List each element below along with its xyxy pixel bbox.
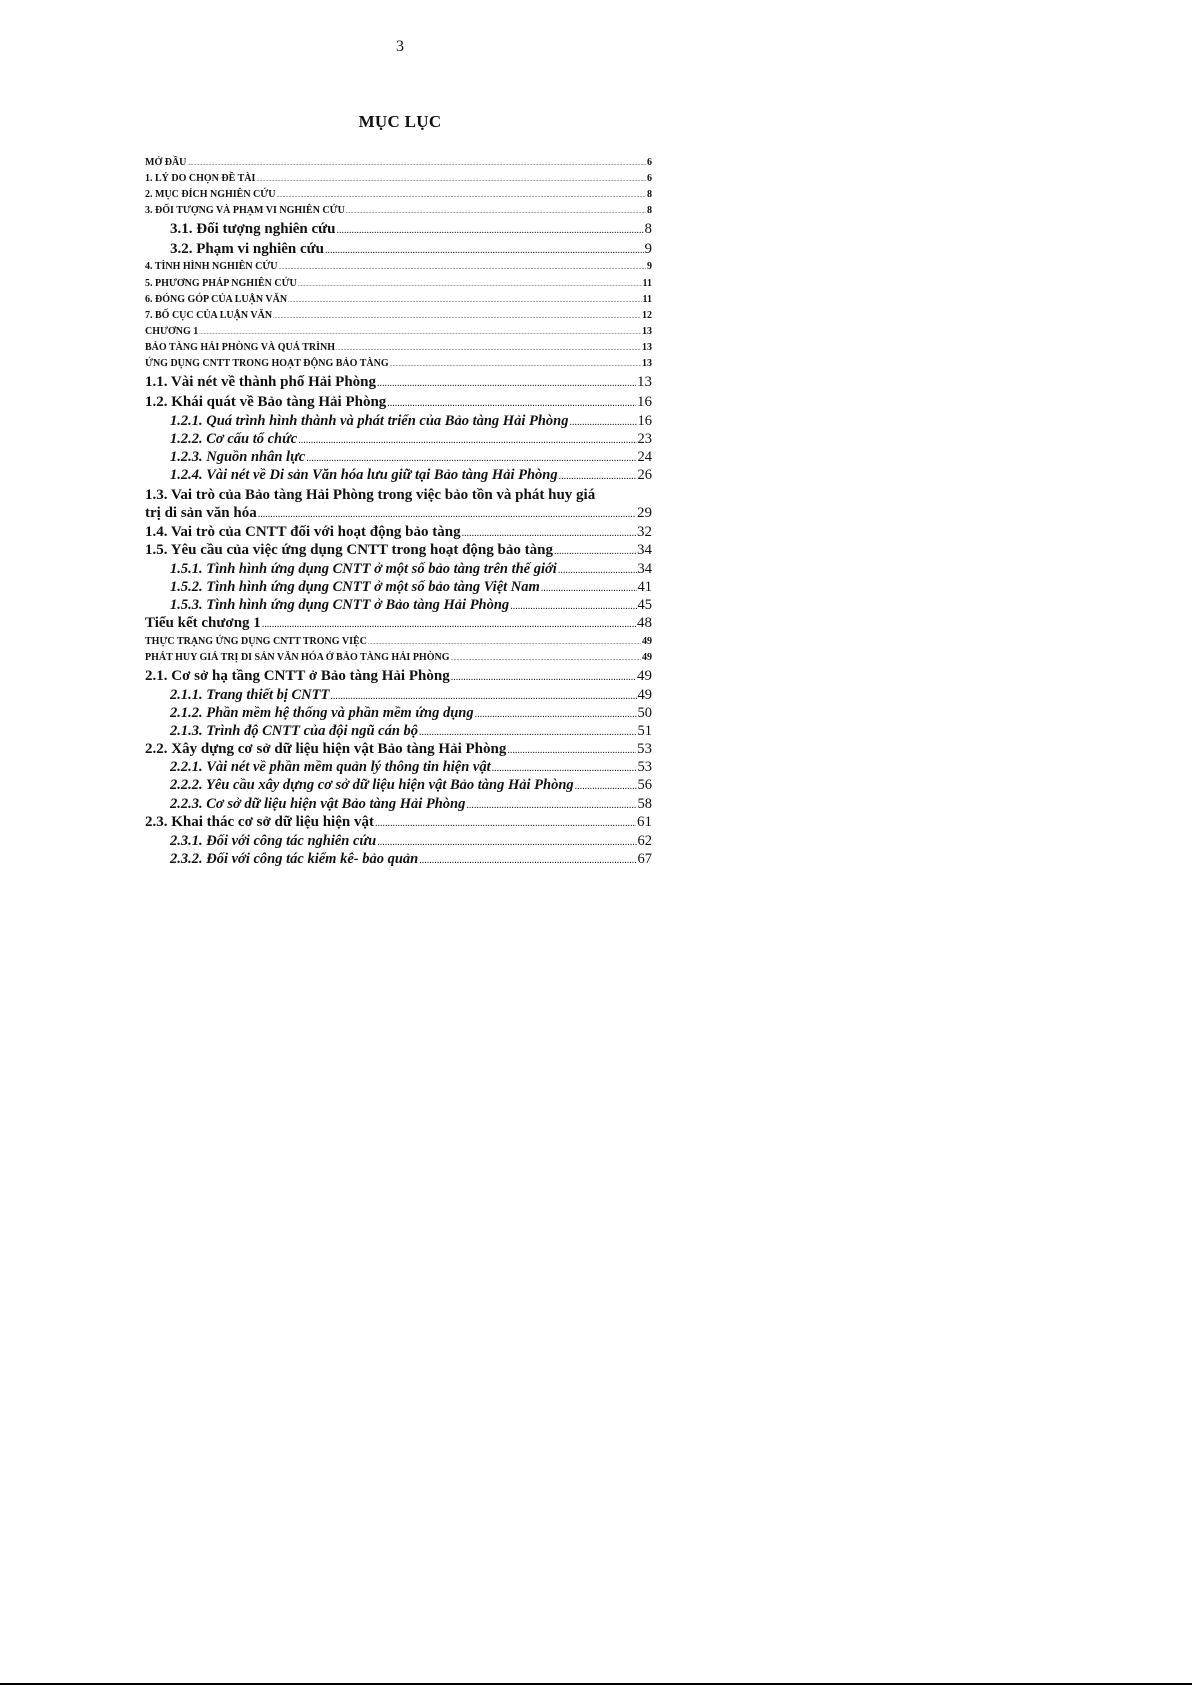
toc-dot-leader <box>298 279 642 289</box>
toc-page-number: 13 <box>637 374 652 390</box>
toc-dot-leader <box>419 852 636 867</box>
toc-entry[interactable] <box>145 327 652 337</box>
toc-entry-text: THỰC TRẠNG ỨNG DỤNG CNTT TRONG VIỆC <box>145 636 367 647</box>
toc-entry-text: PHÁT HUY GIÁ TRỊ DI SẢN VĂN HÓA Ở BẢO TÀNG HẢI PHÒNG <box>145 652 450 663</box>
toc-page-number: 13 <box>642 342 652 353</box>
toc-page-number: 16 <box>637 394 652 410</box>
toc-entry-text: 2.2. Xây dựng cơ sở dữ liệu hiện vật Bảo tàng Hải Phòng <box>145 741 507 757</box>
toc-dot-leader <box>507 742 636 757</box>
toc-page-number: 45 <box>637 597 652 613</box>
toc-entry[interactable] <box>145 598 652 613</box>
toc-dot-leader <box>559 468 637 483</box>
toc-entry-text: 1.2.1. Quá trình hình thành và phát triển của Bảo tàng Hải Phòng <box>170 413 569 429</box>
toc-page-number: 50 <box>637 705 652 721</box>
toc-entry-text: 2.1.2. Phần mềm hệ thống và phần mềm ứng dụng <box>170 705 474 721</box>
toc-dot-leader <box>451 669 636 684</box>
toc-entry-text: ỨNG DỤNG CNTT TRONG HOẠT ĐỘNG BẢO TÀNG <box>145 358 389 369</box>
toc-dot-leader <box>336 343 641 353</box>
toc-entry-text: 1.5.3. Tình hình ứng dụng CNTT ở Bảo tàng Hải Phòng <box>170 597 510 613</box>
toc-entry-text: 1. LÝ DO CHỌN ĐỀ TÀI <box>145 173 256 184</box>
toc-entry[interactable] <box>145 543 652 558</box>
toc-entry[interactable] <box>145 525 652 540</box>
toc-entry-text: 3.2. Phạm vi nghiên cứu <box>170 241 325 257</box>
toc-page-number: 9 <box>644 241 652 257</box>
toc-page-number: 32 <box>637 524 652 540</box>
toc-entry[interactable] <box>145 852 652 867</box>
toc-dot-leader <box>475 706 637 721</box>
toc-page-number: 61 <box>637 814 652 830</box>
toc-dot-leader <box>558 562 637 577</box>
toc-entry-text: 1.5. Yêu cầu của việc ứng dụng CNTT trong hoạt động bảo tàng <box>145 542 553 558</box>
toc-entry-text: 1.2. Khái quát về Bảo tàng Hải Phòng <box>145 394 387 410</box>
toc-entry-text: 2.2.3. Cơ sở dữ liệu hiện vật Bảo tàng Hải Phòng <box>170 796 466 812</box>
toc-dot-leader <box>510 598 636 613</box>
toc-entry[interactable] <box>145 450 652 465</box>
toc-dot-leader <box>256 174 646 184</box>
toc-page-number: 6 <box>647 157 652 168</box>
toc-entry[interactable] <box>145 834 652 849</box>
toc-page-number: 41 <box>637 579 652 595</box>
toc-entry-text: MỞ ĐẦU <box>145 157 187 168</box>
toc-entry-text: 2.3. Khai thác cơ sở dữ liệu hiện vật <box>145 814 374 830</box>
toc-dot-leader <box>492 760 637 775</box>
toc-dot-leader <box>187 158 646 168</box>
toc-entry-text: 5. PHƯƠNG PHÁP NGHIÊN CỨU <box>145 278 297 289</box>
toc-dot-leader <box>554 543 636 558</box>
toc-page-number: 62 <box>637 833 652 849</box>
toc-entry[interactable] <box>145 295 652 305</box>
toc-entry-text: 2. MỤC ĐÍCH NGHIÊN CỨU <box>145 189 276 200</box>
toc-dot-leader <box>377 375 636 390</box>
toc-page-number: 8 <box>644 221 652 237</box>
toc-page-number: 23 <box>637 431 652 447</box>
toc-dot-leader <box>337 222 644 237</box>
toc-entry[interactable] <box>145 279 652 289</box>
toc-entry-text: 1.1. Vài nét về thành phố Hải Phòng <box>145 374 377 390</box>
toc-entry-text: 2.1.1. Trang thiết bị CNTT <box>170 687 330 703</box>
toc-page-number: 26 <box>637 467 652 483</box>
toc-entry-text: 3.1. Đối tượng nghiên cứu <box>170 221 336 237</box>
toc-page-number: 49 <box>642 636 652 647</box>
toc-title: MỤC LỤC <box>358 112 442 131</box>
toc-dot-leader <box>330 688 636 703</box>
toc-entry-text: Tiểu kết chương 1 <box>145 615 261 631</box>
toc-page-number: 11 <box>642 294 652 305</box>
toc-page-number: 49 <box>637 687 652 703</box>
toc-entry-text: BẢO TÀNG HẢI PHÒNG VÀ QUÁ TRÌNH <box>145 342 336 353</box>
toc-page-number: 8 <box>647 189 652 200</box>
toc-entry[interactable] <box>145 311 652 321</box>
toc-entry-text: 3. ĐỐI TƯỢNG VÀ PHẠM VI NGHIÊN CỨU <box>145 205 345 216</box>
toc-entry-text: 2.3.1. Đối với công tác nghiên cứu <box>170 833 377 849</box>
toc-entry[interactable] <box>145 242 652 257</box>
toc-dot-leader <box>273 311 641 321</box>
toc-dot-leader <box>419 724 636 739</box>
toc-entry[interactable] <box>145 653 652 663</box>
toc-page-number: 13 <box>642 358 652 369</box>
toc-entry[interactable] <box>145 468 652 483</box>
toc-entry-text: 2.2.2. Yêu cầu xây dựng cơ sở dữ liệu hiện vật Bảo tàng Hải Phòng <box>170 777 574 793</box>
toc-entry-text: 2.1.3. Trình độ CNTT của đội ngũ cán bộ <box>170 723 419 739</box>
toc-dot-leader <box>451 653 642 663</box>
toc-page-number: 9 <box>647 261 652 272</box>
toc-dot-leader <box>298 432 636 447</box>
toc-entry[interactable] <box>145 778 652 793</box>
toc-dot-leader <box>325 242 643 257</box>
toc-entry[interactable] <box>145 414 652 429</box>
toc-entry-text: 2.1. Cơ sở hạ tầng CNTT ở Bảo tàng Hải Phòng <box>145 668 450 684</box>
toc-entry[interactable] <box>145 616 652 631</box>
toc-entry[interactable] <box>145 580 652 595</box>
toc-entry[interactable] <box>145 815 652 830</box>
toc-dot-leader <box>276 190 646 200</box>
toc-dot-leader <box>306 450 636 465</box>
toc-dot-leader <box>541 580 637 595</box>
toc-dot-leader <box>368 637 641 647</box>
toc-entry[interactable] <box>145 395 652 410</box>
toc-page-number: 67 <box>637 851 652 867</box>
toc-dot-leader <box>279 262 646 272</box>
toc-page-number: 29 <box>637 505 652 521</box>
toc-page-number: 6 <box>647 173 652 184</box>
toc-dot-leader <box>387 395 636 410</box>
toc-entry-text: 1.2.3. Nguồn nhân lực <box>170 449 306 465</box>
toc-page-number: 16 <box>637 413 652 429</box>
toc-page-number: 58 <box>637 796 652 812</box>
toc-dot-leader <box>569 414 636 429</box>
toc-entry[interactable] <box>145 724 652 739</box>
toc-dot-leader <box>346 206 646 216</box>
toc-entry[interactable] <box>145 688 652 703</box>
toc-entry[interactable] <box>145 262 652 272</box>
toc-page-number: 49 <box>637 668 652 684</box>
toc-entry[interactable] <box>145 669 652 684</box>
toc-entry-text: 2.3.2. Đối với công tác kiểm kê- bảo quản <box>170 851 419 867</box>
toc-entry[interactable] <box>145 797 652 812</box>
toc-page-number: 13 <box>642 326 652 337</box>
toc-entry[interactable] <box>145 760 652 775</box>
toc-entry[interactable] <box>145 637 652 647</box>
toc-dot-leader <box>375 815 636 830</box>
toc-entry[interactable] <box>145 158 652 168</box>
toc-page-number: 53 <box>637 741 652 757</box>
toc-page-number: 53 <box>637 759 652 775</box>
toc-dot-leader <box>288 295 642 305</box>
toc-entry-text: 4. TÌNH HÌNH NGHIÊN CỨU <box>145 261 278 272</box>
toc-entry-text: 2.2.1. Vài nét về phần mềm quản lý thông tin hiện vật <box>170 759 491 775</box>
toc-entry[interactable] <box>145 742 652 757</box>
toc-entry-text: 1.2.2. Cơ cấu tổ chức <box>170 431 298 447</box>
toc-entry-text: 6. ĐÓNG GÓP CỦA LUẬN VĂN <box>145 294 288 305</box>
toc-dot-leader <box>462 525 636 540</box>
toc-page-number: 12 <box>642 310 652 321</box>
toc-entry[interactable] <box>145 359 652 369</box>
toc-dot-leader <box>258 506 636 521</box>
page-number: 3 <box>396 38 404 55</box>
toc-dot-leader <box>199 327 641 337</box>
toc-entry-text: 1.2.4. Vài nét về Di sản Văn hóa lưu giữ tại Bảo tàng Hải Phòng <box>170 467 558 483</box>
toc-entry-text: trị di sản văn hóa <box>145 505 257 521</box>
toc-page-number: 34 <box>637 542 652 558</box>
toc-page-number: 11 <box>642 278 652 289</box>
toc-entry-text: 1.5.1. Tình hình ứng dụng CNTT ở một số bảo tàng trên thế giới <box>170 561 557 577</box>
toc-entry[interactable] <box>145 222 652 237</box>
toc-page-number: 8 <box>647 205 652 216</box>
toc-entry[interactable] <box>145 174 652 184</box>
toc-page-number: 56 <box>637 777 652 793</box>
toc-dot-leader <box>262 616 636 631</box>
toc-dot-leader <box>466 797 636 812</box>
toc-page-number: 51 <box>637 723 652 739</box>
toc-entry[interactable] <box>145 343 652 353</box>
toc-entry[interactable] <box>145 190 652 200</box>
toc-entry[interactable] <box>145 375 652 390</box>
toc-entry-text: 7. BỐ CỤC CỦA LUẬN VĂN <box>145 310 273 321</box>
toc-dot-leader <box>377 834 636 849</box>
toc-entry-text: CHƯƠNG 1 <box>145 326 199 337</box>
toc-entry[interactable] <box>145 562 652 577</box>
toc-entry[interactable] <box>145 506 652 521</box>
toc-entry-text: 1.4. Vai trò của CNTT đối với hoạt động bảo tàng <box>145 524 461 540</box>
toc-page-number: 49 <box>642 652 652 663</box>
toc-page-number: 48 <box>637 615 652 631</box>
toc-dot-leader <box>390 359 641 369</box>
toc-entry-text[interactable]: 1.3. Vai trò của Bảo tàng Hải Phòng trong việc bảo tồn và phát huy giá <box>145 487 596 503</box>
toc-page-number: 24 <box>637 449 652 465</box>
toc-entry[interactable] <box>145 432 652 447</box>
toc-page-number: 34 <box>637 561 652 577</box>
toc-entry[interactable] <box>145 706 652 721</box>
toc-entry-text: 1.5.2. Tình hình ứng dụng CNTT ở một số bảo tàng Việt Nam <box>170 579 540 595</box>
toc-dot-leader <box>575 778 637 793</box>
toc-entry[interactable] <box>145 206 652 216</box>
